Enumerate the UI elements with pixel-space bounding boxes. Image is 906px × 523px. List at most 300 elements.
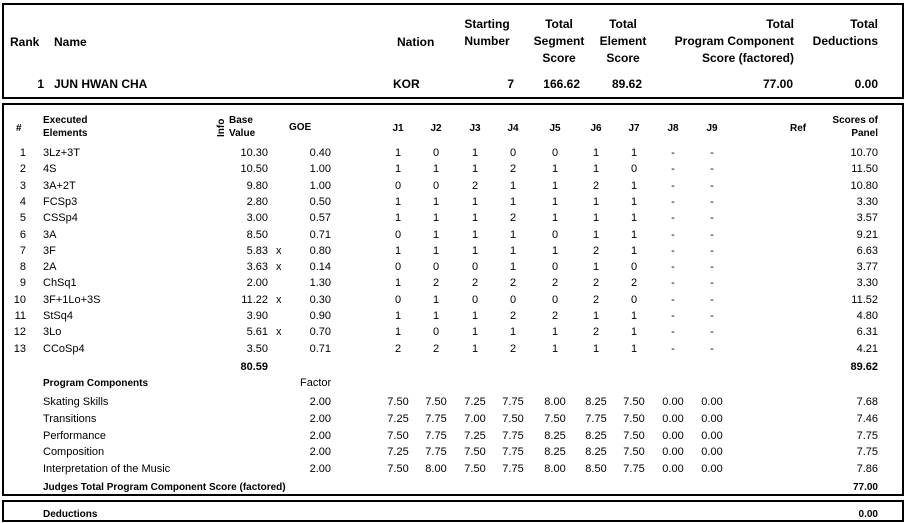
element-number: 11: [14, 310, 26, 322]
element-goe: 0.50: [309, 196, 331, 208]
element-judge-9-score: -: [710, 326, 714, 338]
total-program-component-score-header: Total Program Component Score (factored): [674, 17, 794, 65]
element-scores-of-panel: 11.52: [851, 294, 878, 306]
element-scores-of-panel: 3.77: [856, 261, 878, 273]
component-judge-6-score: 8.25: [585, 396, 607, 408]
element-judge-6-score: 2: [592, 180, 600, 192]
element-goe: 1.30: [309, 277, 331, 289]
element-info: x: [276, 245, 282, 257]
element-base-value: 3.90: [246, 310, 268, 322]
component-judge-3-score: 7.50: [464, 446, 486, 458]
col-number-header: #: [16, 123, 22, 134]
factor-header: Factor: [300, 377, 332, 389]
element-judge-5-score: 1: [551, 326, 559, 338]
element-code: CCoSp4: [43, 343, 85, 355]
col-goe-header: GOE: [289, 122, 312, 133]
col-info-header: Info: [216, 118, 227, 137]
element-judge-9-score: -: [710, 180, 714, 192]
element-judge-8-score: -: [671, 294, 675, 306]
element-judge-6-score: 1: [592, 212, 600, 224]
element-judge-2-score: 1: [432, 163, 440, 175]
component-judge-7-score: 7.50: [623, 396, 645, 408]
element-scores-of-panel: 6.63: [856, 245, 878, 257]
element-judge-6-score: 1: [592, 147, 600, 159]
element-judge-7-score: 1: [630, 245, 638, 257]
component-judge-4-score: 7.75: [502, 463, 524, 475]
element-judge-2-score: 1: [432, 196, 440, 208]
element-judge-5-score: 0: [551, 147, 559, 159]
element-scores-of-panel: 9.21: [856, 229, 878, 241]
component-judge-8-score: 0.00: [662, 396, 684, 408]
element-judge-5-score: 1: [551, 163, 559, 175]
element-judge-5-score: 1: [551, 245, 559, 257]
element-judge-2-score: 1: [432, 294, 440, 306]
component-factor: 2.00: [309, 413, 331, 425]
element-judge-8-score: -: [671, 163, 675, 175]
element-row: [0, 308, 906, 324]
deductions-box: [2, 500, 904, 522]
component-factor: 2.00: [309, 430, 331, 442]
element-judge-4-score: 1: [509, 196, 517, 208]
element-base-value: 3.50: [246, 343, 268, 355]
program-component-row: [0, 461, 906, 477]
element-judge-2-score: 2: [432, 343, 440, 355]
element-judge-2-score: 2: [432, 277, 440, 289]
component-judge-2-score: 7.75: [425, 446, 447, 458]
component-judge-1-score: 7.50: [387, 430, 409, 442]
element-judge-7-score: 1: [630, 147, 638, 159]
skater-nation: KOR: [393, 77, 420, 91]
element-row: [0, 194, 906, 210]
element-judge-3-score: 1: [471, 147, 479, 159]
judge-header-7: J7: [628, 123, 640, 134]
element-judge-1-score: 0: [394, 261, 402, 273]
element-judge-4-score: 1: [509, 261, 517, 273]
element-judge-2-score: 1: [432, 245, 440, 257]
component-name: Composition: [43, 446, 105, 458]
component-judge-6-score: 8.25: [585, 430, 607, 442]
element-number: 6: [19, 229, 26, 241]
element-scores-of-panel: 4.80: [856, 310, 878, 322]
program-components-title: Program Components: [43, 378, 149, 389]
element-judge-2-score: 0: [432, 261, 440, 273]
element-goe: 1.00: [309, 163, 331, 175]
component-judge-9-score: 0.00: [701, 463, 723, 475]
element-judge-6-score: 2: [592, 245, 600, 257]
judge-header-9: J9: [706, 123, 718, 134]
element-number: 8: [19, 261, 26, 273]
element-judge-8-score: -: [671, 326, 675, 338]
element-judge-1-score: 1: [394, 147, 402, 159]
element-row: [0, 210, 906, 226]
element-base-value: 2.00: [246, 277, 268, 289]
element-judge-8-score: -: [671, 229, 675, 241]
component-judge-9-score: 0.00: [701, 430, 723, 442]
element-row: [0, 324, 906, 340]
element-judge-8-score: -: [671, 212, 675, 224]
element-judge-3-score: 1: [471, 326, 479, 338]
element-info: x: [276, 294, 282, 306]
component-scores-of-panel: 7.46: [856, 413, 878, 425]
element-judge-8-score: -: [671, 245, 675, 257]
element-judge-6-score: 2: [592, 294, 600, 306]
element-judge-5-score: 1: [551, 212, 559, 224]
element-code: CSSp4: [43, 212, 78, 224]
component-judge-1-score: 7.25: [387, 446, 409, 458]
judge-header-6: J6: [590, 123, 602, 134]
element-number: 4: [19, 196, 26, 208]
component-judge-4-score: 7.75: [502, 396, 524, 408]
element-judge-3-score: 1: [471, 229, 479, 241]
element-judge-7-score: 1: [630, 326, 638, 338]
element-goe: 0.30: [309, 294, 331, 306]
element-base-value: 10.30: [240, 147, 268, 159]
element-number: 10: [13, 294, 26, 306]
skater-total-element-score: 89.62: [611, 77, 642, 91]
component-judge-7-score: 7.50: [623, 446, 645, 458]
element-judge-2-score: 1: [432, 229, 440, 241]
component-judge-5-score: 8.25: [544, 446, 566, 458]
component-judge-3-score: 7.25: [464, 396, 486, 408]
element-judge-4-score: 0: [509, 294, 517, 306]
component-judge-5-score: 8.00: [544, 463, 566, 475]
element-judge-6-score: 1: [592, 196, 600, 208]
skater-total-deductions: 0.00: [854, 77, 878, 91]
element-scores-of-panel: 10.80: [850, 180, 878, 192]
component-scores-of-panel: 7.75: [856, 446, 878, 458]
starting-number-header: Starting Number: [464, 17, 510, 48]
element-judge-3-score: 0: [471, 261, 479, 273]
element-judge-7-score: 0: [630, 163, 638, 175]
total-element-score-header: Total Element Score: [599, 17, 647, 65]
element-row: [0, 292, 906, 308]
component-judge-2-score: 7.50: [425, 396, 447, 408]
element-number: 3: [19, 180, 26, 192]
element-judge-4-score: 0: [509, 147, 517, 159]
component-scores-of-panel: 7.86: [856, 463, 878, 475]
element-judge-8-score: -: [671, 180, 675, 192]
component-judge-8-score: 0.00: [662, 446, 684, 458]
component-judge-8-score: 0.00: [662, 463, 684, 475]
element-judge-9-score: -: [710, 343, 714, 355]
rank-header: Rank: [10, 35, 40, 49]
deductions-label: Deductions: [43, 509, 98, 520]
element-judge-8-score: -: [671, 310, 675, 322]
element-judge-5-score: 1: [551, 343, 559, 355]
judges-total-pcs-label: Judges Total Program Component Score (factored): [43, 482, 286, 493]
element-judge-2-score: 0: [432, 147, 440, 159]
component-judge-6-score: 8.25: [585, 446, 607, 458]
component-judge-4-score: 7.50: [502, 413, 524, 425]
name-header: Name: [54, 35, 87, 49]
element-judge-6-score: 1: [592, 229, 600, 241]
component-judge-9-score: 0.00: [701, 413, 723, 425]
element-judge-1-score: 1: [394, 245, 402, 257]
total-base-value: 80.59: [240, 361, 268, 373]
element-judge-9-score: -: [710, 277, 714, 289]
element-row: [0, 275, 906, 291]
component-judge-5-score: 8.00: [544, 396, 566, 408]
element-judge-9-score: -: [710, 245, 714, 257]
component-judge-2-score: 7.75: [425, 413, 447, 425]
element-row: [0, 145, 906, 161]
element-judge-8-score: -: [671, 196, 675, 208]
component-judge-4-score: 7.75: [502, 430, 524, 442]
program-component-row: [0, 444, 906, 460]
element-judge-4-score: 2: [509, 163, 517, 175]
total-scores-of-panel: 89.62: [850, 361, 878, 373]
element-scores-of-panel: 3.30: [856, 277, 878, 289]
component-name: Skating Skills: [43, 396, 109, 408]
judge-header-1: J1: [392, 123, 404, 134]
element-code: 3F+1Lo+3S: [43, 294, 101, 306]
component-judge-2-score: 7.75: [425, 430, 447, 442]
element-judge-4-score: 2: [509, 310, 517, 322]
element-scores-of-panel: 3.57: [856, 212, 878, 224]
element-base-value: 9.80: [246, 180, 268, 192]
element-row: [0, 161, 906, 177]
element-judge-4-score: 2: [509, 212, 517, 224]
element-judge-1-score: 1: [394, 196, 402, 208]
element-scores-of-panel: 3.30: [856, 196, 878, 208]
element-code: 3F: [43, 245, 56, 257]
element-base-value: 10.50: [240, 163, 268, 175]
element-judge-1-score: 0: [394, 180, 402, 192]
component-judge-8-score: 0.00: [662, 430, 684, 442]
element-judge-9-score: -: [710, 212, 714, 224]
element-base-value: 8.50: [246, 229, 268, 241]
element-judge-6-score: 1: [592, 163, 600, 175]
component-judge-3-score: 7.00: [464, 413, 486, 425]
program-component-row: [0, 394, 906, 410]
element-judge-7-score: 1: [630, 180, 638, 192]
judge-header-4: J4: [507, 123, 519, 134]
component-judge-1-score: 7.25: [387, 413, 409, 425]
element-code: 4S: [43, 163, 57, 175]
element-judge-7-score: 1: [630, 212, 638, 224]
col-base-value-header: Base Value: [229, 115, 256, 139]
element-judge-6-score: 2: [592, 326, 600, 338]
element-judge-1-score: 2: [394, 343, 402, 355]
element-goe: 0.57: [309, 212, 331, 224]
element-judge-3-score: 2: [471, 180, 479, 192]
deductions-value: 0.00: [858, 509, 878, 520]
element-judge-4-score: 2: [509, 343, 517, 355]
judge-header-3: J3: [469, 123, 481, 134]
element-judge-3-score: 1: [471, 163, 479, 175]
element-judge-3-score: 1: [471, 196, 479, 208]
judges-total-pcs-value: 77.00: [852, 482, 878, 493]
element-judge-6-score: 1: [592, 310, 600, 322]
element-judge-9-score: -: [710, 310, 714, 322]
element-judge-4-score: 1: [509, 245, 517, 257]
skater-name: JUN HWAN CHA: [54, 77, 148, 91]
element-code: 3Lo: [43, 326, 62, 338]
col-panel-header: Scores of Panel: [832, 115, 878, 139]
element-base-value: 2.80: [246, 196, 268, 208]
element-row: [0, 227, 906, 243]
element-judge-9-score: -: [710, 294, 714, 306]
component-name: Performance: [43, 430, 106, 442]
element-goe: 0.70: [309, 326, 331, 338]
judge-header-8: J8: [667, 123, 679, 134]
skater-total-program-component-score: 77.00: [762, 77, 793, 91]
element-code: 3A: [43, 229, 57, 241]
component-judge-6-score: 7.75: [585, 413, 607, 425]
element-judge-9-score: -: [710, 229, 714, 241]
element-scores-of-panel: 4.21: [856, 343, 878, 355]
element-judge-3-score: 2: [471, 277, 479, 289]
element-number: 5: [19, 212, 26, 224]
element-number: 1: [19, 147, 26, 159]
component-judge-1-score: 7.50: [387, 396, 409, 408]
element-judge-5-score: 0: [551, 261, 559, 273]
component-factor: 2.00: [309, 396, 331, 408]
component-judge-7-score: 7.50: [623, 413, 645, 425]
element-scores-of-panel: 11.50: [851, 163, 878, 175]
element-row: [0, 243, 906, 259]
element-judge-8-score: -: [671, 343, 675, 355]
element-judge-5-score: 1: [551, 196, 559, 208]
element-judge-4-score: 1: [509, 180, 517, 192]
component-name: Transitions: [43, 413, 97, 425]
element-judge-1-score: 1: [394, 277, 402, 289]
element-judge-4-score: 1: [509, 229, 517, 241]
element-base-value: 3.63: [246, 261, 268, 273]
nation-header: Nation: [397, 35, 435, 49]
element-judge-7-score: 1: [630, 229, 638, 241]
total-deductions-header: Total Deductions: [812, 17, 878, 48]
element-judge-3-score: 0: [471, 294, 479, 306]
program-component-row: [0, 411, 906, 427]
component-scores-of-panel: 7.68: [856, 396, 878, 408]
element-code: FCSp3: [43, 196, 78, 208]
element-number: 2: [19, 163, 26, 175]
element-info: x: [276, 326, 282, 338]
col-element-header: Executed Elements: [43, 115, 88, 139]
component-judge-3-score: 7.50: [464, 463, 486, 475]
element-code: 2A: [43, 261, 57, 273]
component-scores-of-panel: 7.75: [856, 430, 878, 442]
element-number: 13: [13, 343, 26, 355]
element-code: StSq4: [43, 310, 73, 322]
element-code: 3Lz+3T: [43, 147, 80, 159]
element-scores-of-panel: 6.31: [856, 326, 878, 338]
element-judge-9-score: -: [710, 163, 714, 175]
element-judge-9-score: -: [710, 196, 714, 208]
element-judge-7-score: 1: [630, 343, 638, 355]
element-judge-8-score: -: [671, 147, 675, 159]
element-code: 3A+2T: [43, 180, 76, 192]
element-judge-7-score: 2: [630, 277, 638, 289]
component-judge-1-score: 7.50: [387, 463, 409, 475]
element-judge-7-score: 1: [630, 196, 638, 208]
element-judge-1-score: 1: [394, 212, 402, 224]
component-name: Interpretation of the Music: [43, 463, 171, 475]
component-judge-4-score: 7.75: [502, 446, 524, 458]
element-judge-3-score: 1: [471, 245, 479, 257]
element-row: [0, 341, 906, 357]
element-judge-4-score: 1: [509, 326, 517, 338]
element-judge-8-score: -: [671, 277, 675, 289]
element-goe: 0.14: [309, 261, 331, 273]
element-judge-7-score: 1: [630, 310, 638, 322]
element-goe: 0.71: [309, 229, 331, 241]
element-number: 7: [19, 245, 26, 257]
component-judge-2-score: 8.00: [425, 463, 447, 475]
element-number: 12: [13, 326, 26, 338]
element-judge-3-score: 1: [471, 343, 479, 355]
element-judge-9-score: -: [710, 147, 714, 159]
element-goe: 0.71: [309, 343, 331, 355]
element-judge-5-score: 2: [551, 277, 559, 289]
component-judge-6-score: 8.50: [585, 463, 607, 475]
total-segment-score-header: Total Segment Score: [533, 17, 585, 65]
component-judge-8-score: 0.00: [662, 413, 684, 425]
element-judge-5-score: 2: [551, 310, 559, 322]
element-judge-6-score: 2: [592, 277, 600, 289]
skater-total-segment-score: 166.62: [543, 77, 580, 91]
element-judge-7-score: 0: [630, 294, 638, 306]
element-judge-7-score: 0: [630, 261, 638, 273]
element-judge-1-score: 0: [394, 229, 402, 241]
component-judge-5-score: 7.50: [544, 413, 566, 425]
element-row: [0, 259, 906, 275]
component-judge-7-score: 7.50: [623, 430, 645, 442]
element-judge-5-score: 0: [551, 229, 559, 241]
element-info: x: [276, 261, 282, 273]
element-base-value: 5.83: [246, 245, 268, 257]
element-judge-1-score: 1: [394, 326, 402, 338]
element-base-value: 5.61: [246, 326, 268, 338]
component-factor: 2.00: [309, 463, 331, 475]
component-judge-9-score: 0.00: [701, 446, 723, 458]
component-judge-7-score: 7.75: [623, 463, 645, 475]
element-code: ChSq1: [43, 277, 77, 289]
element-number: 9: [19, 277, 26, 289]
element-judge-4-score: 2: [509, 277, 517, 289]
element-judge-5-score: 0: [551, 294, 559, 306]
element-judge-2-score: 1: [432, 310, 440, 322]
element-judge-1-score: 0: [394, 294, 402, 306]
element-base-value: 11.22: [241, 294, 268, 306]
element-judge-1-score: 1: [394, 163, 402, 175]
element-judge-6-score: 1: [592, 261, 600, 273]
element-judge-2-score: 0: [432, 180, 440, 192]
component-judge-3-score: 7.25: [464, 430, 486, 442]
element-judge-5-score: 1: [551, 180, 559, 192]
element-goe: 0.40: [309, 147, 331, 159]
col-ref-header: Ref: [790, 123, 807, 134]
element-judge-2-score: 1: [432, 212, 440, 224]
element-judge-1-score: 1: [394, 310, 402, 322]
element-scores-of-panel: 10.70: [850, 147, 878, 159]
component-judge-5-score: 8.25: [544, 430, 566, 442]
component-judge-9-score: 0.00: [701, 396, 723, 408]
component-factor: 2.00: [309, 446, 331, 458]
judge-header-5: J5: [549, 123, 561, 134]
element-judge-3-score: 1: [471, 212, 479, 224]
element-row: [0, 178, 906, 194]
skater-rank: 1: [37, 77, 44, 91]
element-judge-2-score: 0: [432, 326, 440, 338]
skater-starting-number: 7: [507, 77, 514, 91]
element-base-value: 3.00: [246, 212, 268, 224]
element-goe: 0.90: [309, 310, 331, 322]
element-judge-9-score: -: [710, 261, 714, 273]
element-judge-6-score: 1: [592, 343, 600, 355]
element-goe: 0.80: [309, 245, 331, 257]
